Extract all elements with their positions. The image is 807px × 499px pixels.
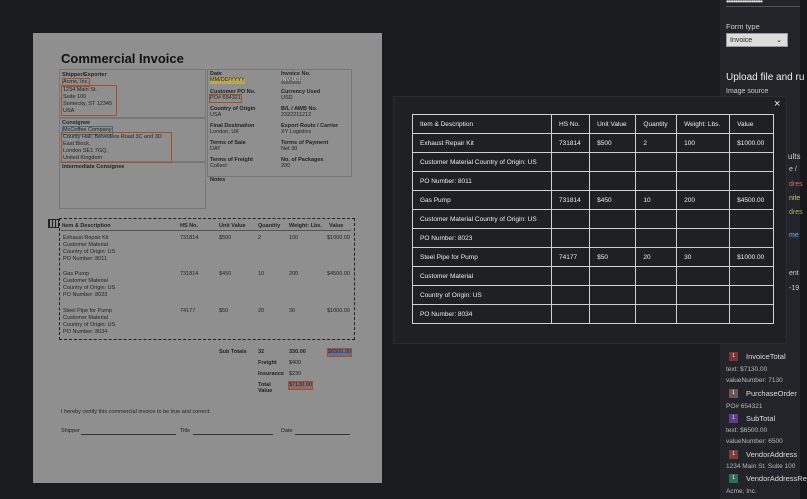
tag-color-swatch: 1 (729, 450, 738, 459)
address-highlight (62, 133, 171, 162)
insurance-value: $230 (289, 371, 302, 377)
total-value: $7130.00 (289, 382, 312, 388)
consignee-line: United Kingdom (63, 155, 103, 161)
table-cell: PO Number: 8023 (413, 229, 552, 248)
signature-line (81, 434, 176, 435)
signature-date: Date (281, 428, 293, 434)
field-label: Terms of Payment (281, 140, 329, 146)
field-label: B/L / AWB No. (281, 106, 318, 112)
table-row (413, 172, 774, 191)
table-cell (552, 172, 590, 191)
table-cell: $450 (590, 191, 636, 210)
table-cell (590, 305, 636, 324)
table-header-cell: HS No. (552, 115, 590, 134)
table-cell (590, 267, 636, 286)
table-cell (730, 153, 774, 172)
item-desc: PO Number: 8034 (63, 329, 108, 335)
items-header: Quantity (258, 223, 281, 229)
table-cell: 10 (636, 191, 677, 210)
table-cell: 20 (636, 248, 677, 267)
shipper-label: Shipper/Exporter (62, 72, 107, 78)
table-cell: PO Number: 8034 (413, 305, 552, 324)
table-cell (636, 153, 677, 172)
table-cell: 200 (677, 191, 730, 210)
table-cell: $50 (590, 248, 636, 267)
table-cell: 30 (677, 248, 730, 267)
results-fragment: ults (788, 152, 801, 161)
table-cell: $500 (590, 134, 636, 153)
item-desc: Steel Pipe for Pump (63, 308, 112, 314)
table-cell (590, 153, 636, 172)
item-hs: 731814 (180, 235, 199, 241)
tag-vendor-address[interactable] (726, 448, 797, 461)
tag-text: 1234 Main St. Suite 100 (726, 463, 796, 470)
table-cell (730, 229, 774, 248)
tag-invoice-total[interactable] (726, 350, 786, 363)
table-header-cell: Quantity (636, 115, 677, 134)
consignee-line: McCoffee Company (63, 127, 112, 133)
field-value: MM/DD/YYYY (210, 77, 245, 83)
field-label: No. of Packages (281, 157, 324, 163)
table-cell (636, 286, 677, 305)
table-cell (730, 286, 774, 305)
table-cell: Exhaust Repair Kit (413, 134, 552, 153)
list-fragment: dres (789, 181, 803, 188)
item-value: $1000.00 (327, 235, 350, 241)
table-cell (730, 172, 774, 191)
table-cell (636, 210, 677, 229)
list-fragment: -19 (789, 285, 800, 292)
tag-text: text: $6500.00 (726, 427, 768, 434)
table-header-row (413, 115, 774, 134)
table-cell (552, 153, 590, 172)
shipper-line: Somecity, ST 12345 (63, 101, 113, 107)
table-cell (552, 229, 590, 248)
field-label: Terms of Freight (210, 157, 253, 163)
item-qty: 20 (258, 308, 265, 314)
intermediate-box (59, 161, 206, 209)
table-cell (590, 229, 636, 248)
list-fragment: me (789, 232, 799, 239)
tag-name: PurchaseOrder (746, 389, 797, 398)
field-label: Invoice No. (281, 71, 311, 77)
field-value: USA (210, 112, 222, 118)
item-qty: 10 (258, 271, 265, 277)
table-cell (636, 267, 677, 286)
tag-subtotal[interactable] (726, 412, 775, 425)
field-value: XY Logistics (281, 129, 312, 135)
shipper-line: Suite 100 (63, 94, 87, 100)
table-cell: $1000.00 (730, 134, 774, 153)
extracted-table (412, 114, 774, 324)
table-header-cell: Value (730, 115, 774, 134)
item-desc: Customer Material (63, 315, 108, 321)
notes-label: Notes (210, 177, 226, 183)
table-cell: $4500.00 (730, 191, 774, 210)
item-desc: PO Number: 8023 (63, 292, 108, 298)
table-cell (552, 305, 590, 324)
table-row (413, 134, 774, 153)
table-cell: Customer Material (413, 267, 552, 286)
table-row (413, 210, 774, 229)
item-weight: 30 (289, 308, 296, 314)
field-label: Terms of Sale (210, 140, 246, 146)
item-weight: 100 (289, 235, 299, 241)
field-value: INV-001 (281, 77, 301, 83)
table-cell: 731814 (552, 191, 590, 210)
shipper-line: Acme, Inc. (63, 79, 89, 85)
tag-name: VendorAddress (746, 450, 798, 459)
chevron-down-icon: ⌄ (776, 37, 782, 44)
tag-name: VendorAddressRe (746, 474, 807, 483)
list-fragment: dres (789, 209, 803, 216)
item-unit: $50 (219, 308, 229, 314)
field-value: PO# 654321 (210, 95, 241, 101)
document-title: Commercial Invoice (61, 51, 184, 66)
table-cell (730, 305, 774, 324)
items-header: HS No. (180, 223, 199, 229)
table-row (413, 229, 774, 248)
tag-text: Acme, Inc. (726, 488, 757, 495)
insurance-label: Insurance (258, 371, 284, 377)
item-desc: PO Number: 8011 (63, 256, 107, 262)
tag-value: valueNumber: 7130 (726, 377, 783, 384)
table-header-cell: Item & Description (413, 115, 552, 134)
tag-color-swatch: 1 (729, 352, 738, 361)
field-label: Final Destination (210, 123, 255, 129)
tag-value: valueNumber: 6500 (726, 438, 783, 445)
table-preview-modal (393, 96, 787, 344)
consignee-line: County Hall, Belvedere Road 3C and 3D (63, 134, 162, 140)
tag-vendor-address-recipient[interactable] (726, 472, 807, 485)
subtotal-value: $6500.00 (328, 349, 351, 355)
signature-title: Title (180, 428, 191, 434)
table-cell (677, 286, 730, 305)
subtotals-label: Sub Totals (219, 349, 247, 355)
certify-text: I hereby certify this commercial invoice to be true and correct. (61, 409, 211, 415)
table-cell: 74177 (552, 248, 590, 267)
table-cell (677, 267, 730, 286)
table-cell (677, 305, 730, 324)
tag-purchase-order[interactable] (726, 387, 797, 400)
tag-color-swatch: 1 (729, 389, 738, 398)
list-fragment: ent (789, 270, 799, 277)
table-cell: Gas Pump (413, 191, 552, 210)
field-value: USD (281, 95, 293, 101)
table-header-cell: Weight: Lbs. (677, 115, 730, 134)
subtotal-weight: 330.00 (289, 349, 306, 355)
table-cell: 100 (677, 134, 730, 153)
item-desc: Exhaust Repair Kit (63, 235, 109, 241)
signature-shipper: Shipper (61, 428, 80, 434)
table-cell (677, 229, 730, 248)
table-cell (552, 267, 590, 286)
field-value: 200 (281, 163, 291, 169)
table-cell (730, 210, 774, 229)
table-cell (590, 286, 636, 305)
item-desc: Customer Material (63, 242, 108, 248)
shipper-line: USA (63, 108, 75, 114)
table-row (413, 267, 774, 286)
invoice-document (33, 33, 382, 483)
list-fragment: e / (789, 166, 797, 173)
freight-label: Freight (258, 360, 277, 366)
item-desc: Customer Material (63, 278, 108, 284)
table-cell (552, 210, 590, 229)
tag-text: PO# 654321 (726, 403, 763, 410)
consignee-line: London SE1 7GQ, (63, 148, 108, 154)
item-weight: 200 (289, 271, 299, 277)
tag-color-swatch: 1 (729, 414, 738, 423)
signature-line (295, 434, 350, 435)
table-row (413, 191, 774, 210)
table-cell (730, 267, 774, 286)
list-fragment: nite (789, 195, 801, 202)
table-cell (636, 172, 677, 191)
consignee-line: East Block, (63, 141, 91, 147)
field-value: London, UK (210, 129, 240, 135)
item-desc: Country of Origin: US (63, 322, 116, 328)
header-divider (61, 230, 351, 231)
item-qty: 2 (258, 235, 262, 241)
table-cell: 731814 (552, 134, 590, 153)
field-value: DAT (210, 146, 221, 152)
form-type-value: Invoice (730, 37, 753, 44)
item-hs: 74177 (180, 308, 196, 314)
item-desc: Country of Origin: US (63, 249, 116, 255)
table-cell: 2 (636, 134, 677, 153)
items-header: Unit Value (219, 223, 246, 229)
table-cell: PO Number: 8011 (413, 172, 552, 191)
shipper-box (59, 69, 206, 119)
field-label: Export Route / Carrier (281, 123, 339, 129)
form-type-label: Form type (726, 22, 760, 31)
field-label: Currency Used (281, 89, 321, 95)
items-header: Weight: Lbs. (289, 223, 322, 229)
table-cell (677, 172, 730, 191)
password-field[interactable]: •••••••••••••••••••• (726, 0, 800, 7)
form-type-select[interactable] (726, 33, 788, 47)
table-row (413, 248, 774, 267)
freight-value: $400 (289, 360, 302, 366)
subtotal-qty: 32 (258, 349, 265, 355)
table-cell: $1000.00 (730, 248, 774, 267)
field-value: Collect (210, 163, 227, 169)
table-cell (590, 172, 636, 191)
item-hs: 731814 (180, 271, 199, 277)
tag-name: SubTotal (746, 414, 776, 423)
table-cell: Steel Pipe for Pump (413, 248, 552, 267)
item-value: $4500.00 (327, 271, 350, 277)
address-highlight (62, 86, 116, 115)
item-unit: $500 (219, 235, 232, 241)
image-source-label: Image source (726, 88, 769, 95)
field-value: 2322211212 (281, 112, 312, 118)
item-desc: Gas Pump (63, 271, 89, 277)
table-cell (636, 305, 677, 324)
shipper-line: 1234 Main St. (63, 87, 97, 93)
field-label: Customer PO No. (210, 89, 256, 95)
field-label: Date (210, 71, 222, 77)
intermediate-label: Intermediate Consignee (62, 164, 125, 170)
table-cell (552, 286, 590, 305)
table-icon[interactable] (48, 219, 59, 228)
table-cell: Country of Origin: US (413, 286, 552, 305)
item-desc: Country of Origin: US (63, 285, 116, 291)
close-icon[interactable]: × (774, 98, 781, 110)
table-cell: Customer Material Country of Origin: US (413, 153, 552, 172)
tag-name: InvoiceTotal (746, 352, 786, 361)
table-cell (590, 210, 636, 229)
table-cell (636, 229, 677, 248)
table-row (413, 305, 774, 324)
item-unit: $450 (219, 271, 232, 277)
table-cell: Customer Material Country of Origin: US (413, 210, 552, 229)
table-row (413, 153, 774, 172)
tag-color-swatch: 1 (729, 474, 738, 483)
items-header: Item & Description (62, 223, 111, 229)
upload-heading: Upload file and ru (726, 72, 805, 83)
consignee-box (59, 117, 206, 163)
consignee-label: Consignee (62, 120, 91, 126)
field-value: Net 30 (281, 146, 298, 152)
items-header: Value (329, 223, 344, 229)
table-cell (677, 210, 730, 229)
tag-text: text: $7130.00 (726, 366, 768, 373)
item-value: $1000.00 (327, 308, 350, 314)
table-header-cell: Unit Value (590, 115, 636, 134)
table-cell (677, 153, 730, 172)
table-row (413, 286, 774, 305)
field-label: Country of Origin (210, 106, 256, 112)
total-label: Total Value (258, 382, 273, 394)
signature-line (193, 434, 273, 435)
